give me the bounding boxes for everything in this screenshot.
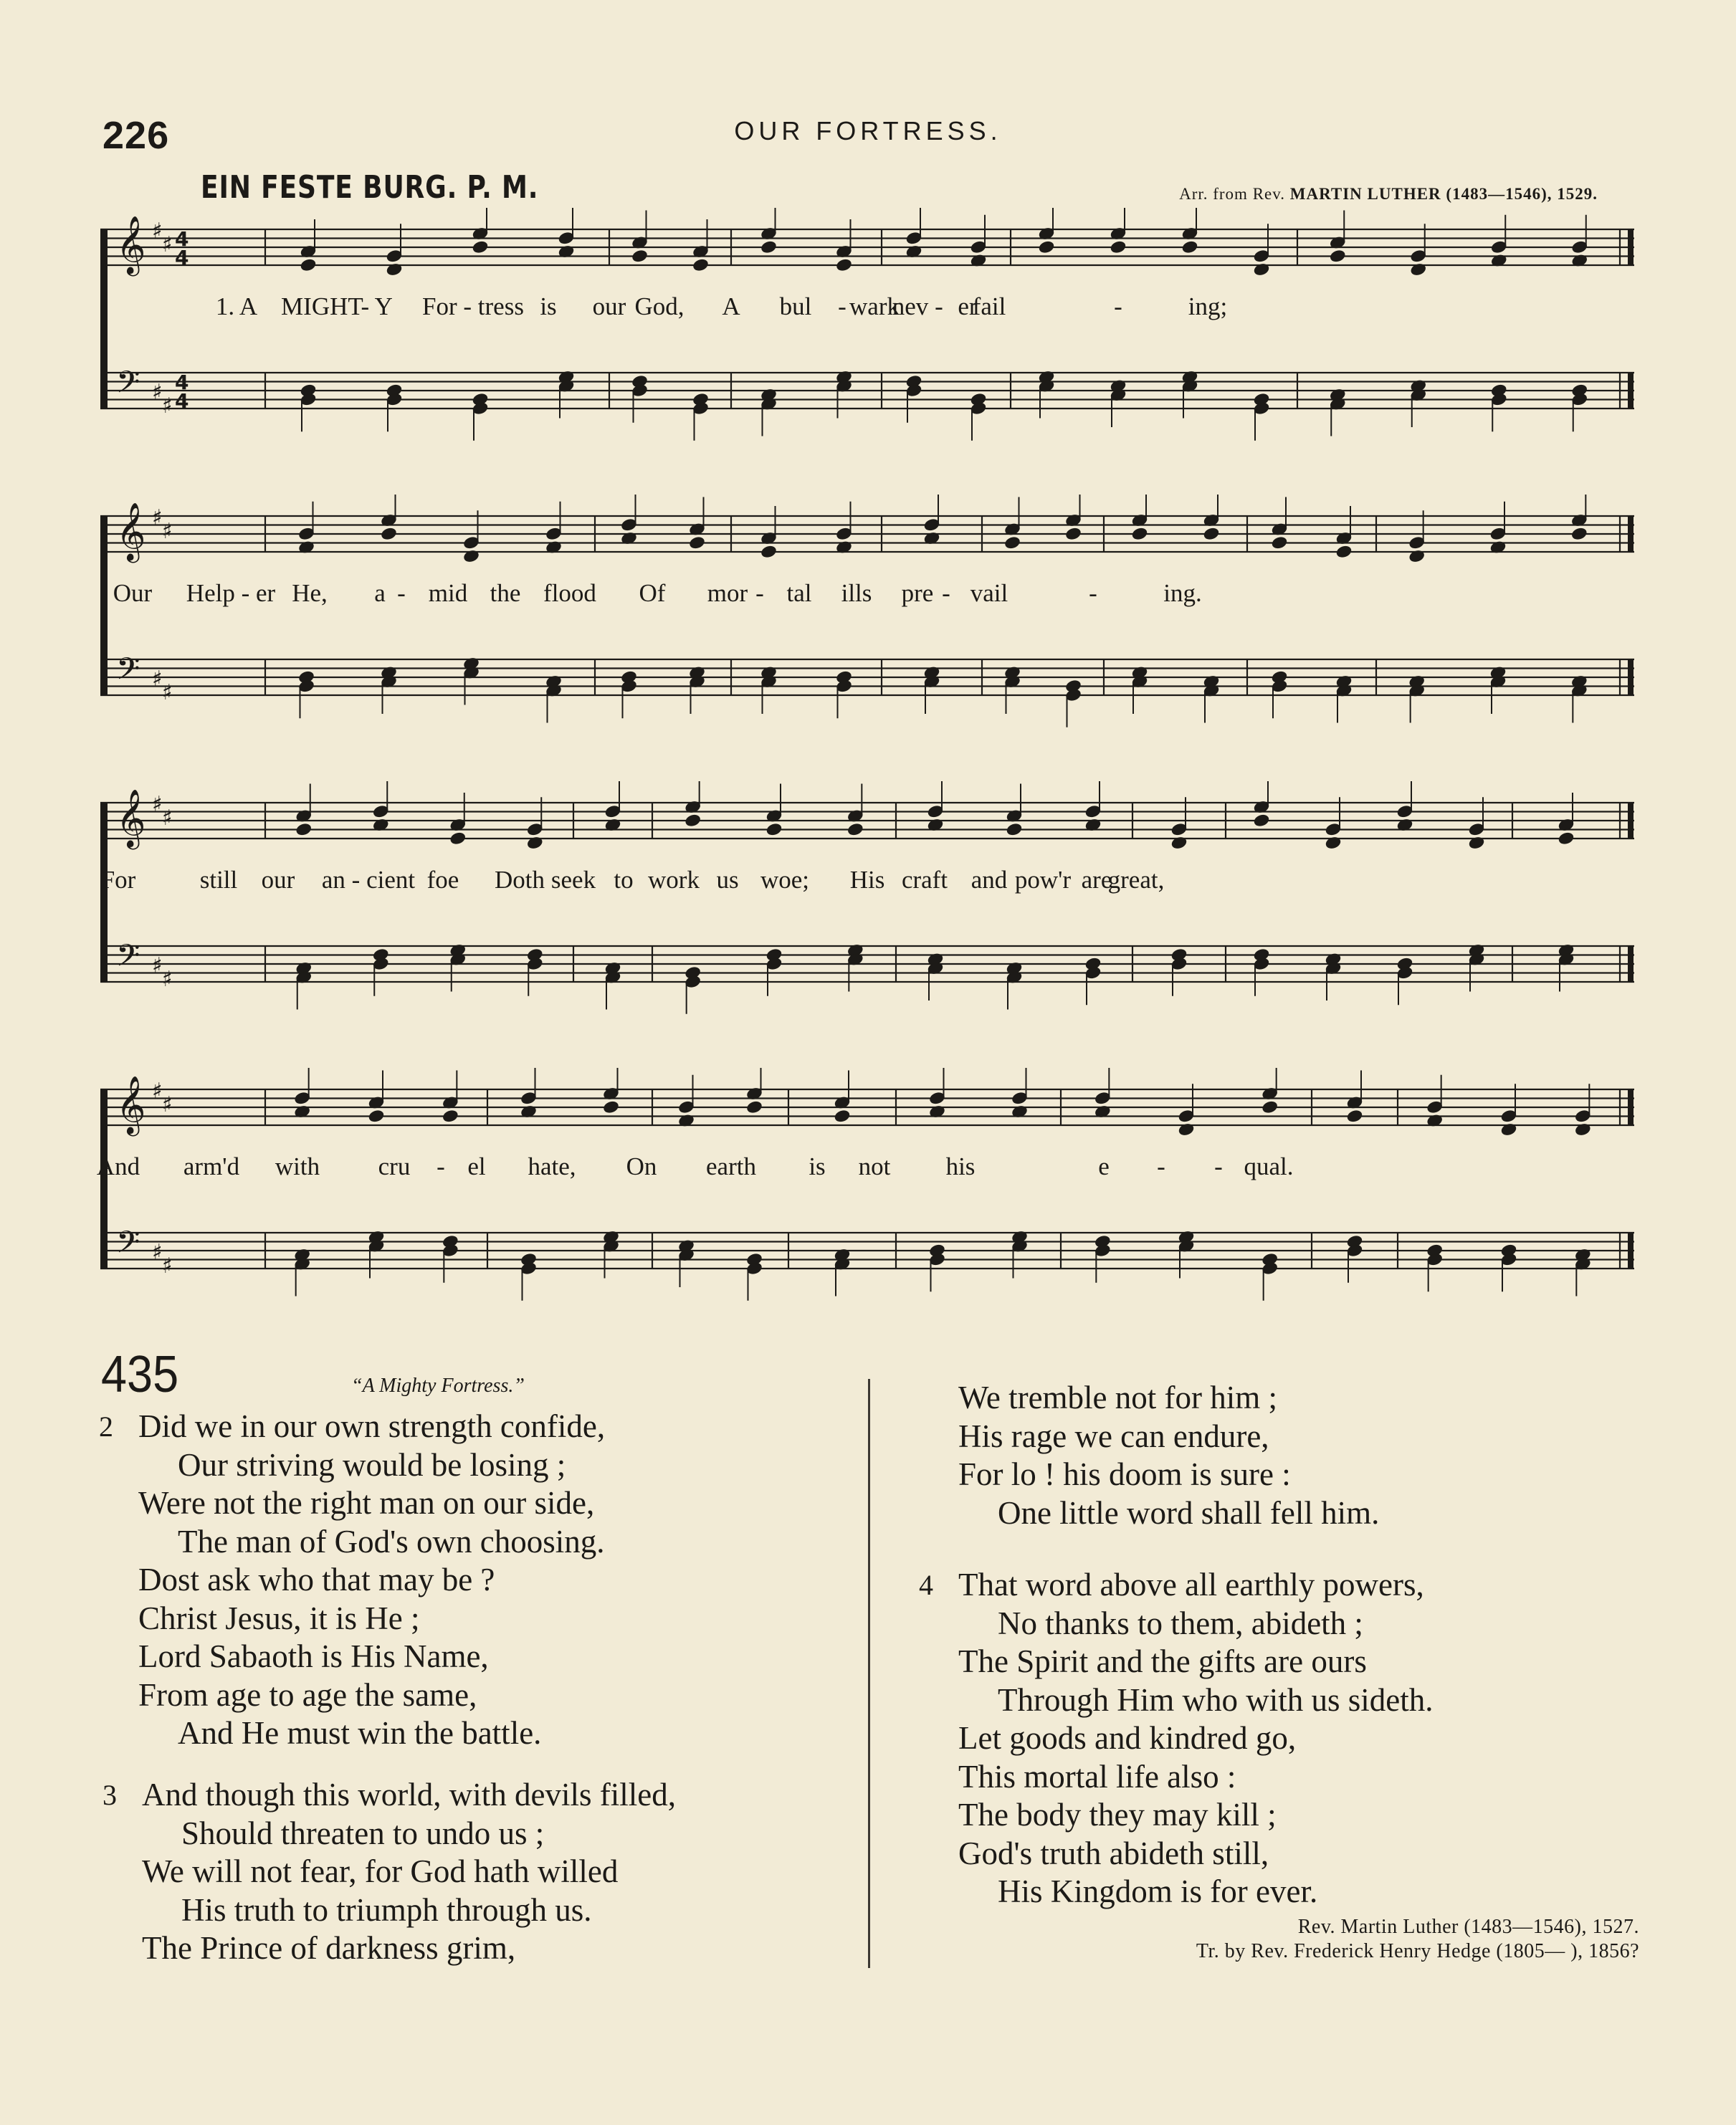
verse-line: The Prince of darkness grim, [142, 1930, 516, 1966]
lyric-syllable: vail [970, 579, 1008, 607]
lyric-line [96, 1152, 1641, 1188]
lyric-syllable: flood [543, 579, 596, 607]
verse-line: We tremble not for him ; [958, 1380, 1278, 1415]
lyric-syllable: - [1214, 1152, 1223, 1180]
lyric-syllable: are [1081, 866, 1112, 894]
verse-line: And He must win the battle. [178, 1715, 542, 1751]
svg-text:𝄞: 𝄞 [116, 1075, 146, 1134]
composer-name: MARTIN LUTHER (1483—1546), 1529. [1289, 185, 1598, 203]
lyric-syllable: On [626, 1152, 657, 1180]
verse-line: No thanks to them, abideth ; [998, 1605, 1363, 1641]
verse-number: 4 [919, 1569, 933, 1601]
svg-text:𝄢: 𝄢 [116, 938, 140, 981]
lyric-syllable: our [592, 292, 626, 320]
lyric-syllable: For - tress [422, 292, 524, 320]
verse-4 [919, 1566, 1434, 1911]
lyric-syllable: qual. [1244, 1152, 1294, 1180]
lyric-syllable: fail [972, 292, 1006, 320]
svg-text:♯: ♯ [152, 953, 163, 978]
lyric-syllable: us [716, 866, 739, 894]
svg-text:𝄢: 𝄢 [116, 365, 140, 408]
verse-line: One little word shall fell him. [998, 1494, 1380, 1531]
verse-line: The Spirit and the gifts are ours [958, 1643, 1367, 1679]
lyric-syllable: his [945, 1152, 976, 1180]
svg-text:♯: ♯ [152, 1240, 163, 1265]
lyric-syllable: - [1157, 1152, 1165, 1180]
lyric-syllable: Our [113, 579, 153, 607]
lyric-syllable: a [374, 579, 386, 607]
lyric-syllable: pre [901, 579, 934, 607]
verse-line: For lo ! his doom is sure : [958, 1456, 1291, 1492]
svg-text:♯: ♯ [162, 1253, 173, 1279]
lyric-syllable: 1. A [215, 292, 258, 320]
staff-notation [100, 208, 1641, 452]
lyric-syllable: earth [706, 1152, 756, 1180]
lyric-syllable: MIGHT- Y [281, 292, 393, 320]
verse-2 [99, 1408, 606, 1753]
lyric-syllable: arm'd [183, 1152, 240, 1180]
music-system-2 [100, 495, 1641, 738]
lyric-syllable: His [849, 866, 885, 894]
lyric-syllable: the [490, 579, 521, 607]
lyric-syllable: is [809, 1152, 826, 1180]
lyric-syllable: pow'r [1014, 866, 1072, 894]
lyric-syllable: ing; [1188, 292, 1228, 320]
lyric-syllable: mor [707, 579, 748, 607]
svg-text:♯: ♯ [152, 505, 163, 530]
lyric-syllable: ills [841, 579, 872, 607]
lyric-syllable: wark [849, 292, 900, 320]
verse-line: Should threaten to undo us ; [181, 1815, 545, 1851]
verse-line: Dost ask who that may be ? [138, 1562, 495, 1598]
svg-text:♯: ♯ [162, 680, 173, 705]
lyric-syllable: Doth [495, 866, 545, 894]
verse-line: The body they may kill ; [958, 1797, 1277, 1833]
verse-line: We will not fear, for God hath willed [142, 1853, 619, 1889]
running-head: OUR FORTRESS. [734, 116, 1002, 145]
svg-text:♯: ♯ [162, 519, 173, 544]
svg-text:♯: ♯ [152, 380, 163, 405]
composer-prefix: Arr. from Rev. [1179, 185, 1290, 203]
svg-text:4: 4 [175, 246, 189, 269]
verse-line: That word above all earthly powers, [958, 1567, 1424, 1603]
lyric-syllable: cru [378, 1152, 411, 1180]
verse-line: Let goods and kindred go, [958, 1720, 1297, 1756]
lyric-syllable: and [970, 866, 1008, 894]
hymn-number: 435 [101, 1346, 179, 1403]
lyric-syllable: - [935, 292, 943, 320]
lyric-syllable: to [614, 866, 634, 894]
verse-line: Our striving would be losing ; [178, 1446, 566, 1483]
lyric-syllable: Help - er [186, 579, 276, 607]
lyric-syllable: not [858, 1152, 891, 1180]
verse-number: 3 [102, 1779, 117, 1811]
lyric-line [100, 292, 1641, 328]
staff-notation [100, 781, 1641, 1025]
lyric-line [100, 579, 1641, 615]
lyric-syllable: mid [428, 579, 468, 607]
svg-text:♯: ♯ [152, 1079, 163, 1104]
lyric-syllable: an - cient [321, 866, 416, 894]
svg-text:𝄢: 𝄢 [116, 1225, 140, 1268]
svg-text:♯: ♯ [162, 393, 173, 419]
svg-text:𝄞: 𝄞 [116, 502, 146, 560]
verse-line: Christ Jesus, it is He ; [138, 1600, 420, 1636]
lyric-syllable: woe; [760, 866, 810, 894]
translation-credit: Rev. Martin Luther (1483—1546), 1527. [1297, 1916, 1639, 1938]
translation-credit: Tr. by Rev. Frederick Henry Hedge (1805— ), 1856? [1196, 1940, 1639, 1962]
verse-line: The man of God's own choosing. [178, 1523, 605, 1560]
lyric-syllable: our [261, 866, 295, 894]
lyric-syllable: great, [1107, 866, 1165, 894]
verse-line: His rage we can endure, [958, 1418, 1269, 1454]
lyric-syllable: foe [426, 866, 459, 894]
lyric-syllable: still [199, 866, 238, 894]
lyric-syllable: seek [550, 866, 596, 894]
verse-line: From age to age the same, [138, 1676, 477, 1713]
svg-text:♯: ♯ [162, 967, 173, 992]
verse-line: Did we in our own strength confide, [138, 1408, 606, 1444]
verse-line: Lord Sabaoth is His Name, [138, 1638, 489, 1674]
svg-text:𝄢: 𝄢 [116, 651, 140, 694]
music-system-3 [100, 781, 1641, 1025]
lyric-syllable: e [1098, 1152, 1110, 1180]
lyric-syllable: Of [639, 579, 666, 607]
svg-text:♯: ♯ [162, 232, 173, 257]
lyric-syllable: bul [779, 292, 812, 320]
verse-number: 2 [99, 1410, 113, 1443]
music-system-4 [96, 1068, 1641, 1312]
lyric-syllable: with [275, 1152, 320, 1180]
lyric-syllable: And [96, 1152, 140, 1180]
svg-text:♯: ♯ [162, 806, 173, 831]
music-system-1 [100, 208, 1641, 452]
lyric-syllable: hate, [528, 1152, 576, 1180]
lyric-syllable: - [1089, 579, 1097, 607]
lyric-syllable: He, [292, 579, 328, 607]
lyric-syllable: craft [901, 866, 948, 894]
svg-text:4: 4 [175, 227, 189, 251]
lyric-syllable: el [467, 1152, 486, 1180]
lyric-syllable: God, [634, 292, 685, 320]
svg-text:4: 4 [175, 371, 189, 394]
staff-notation [100, 495, 1641, 738]
composer-credit [1179, 185, 1598, 204]
lyric-syllable: - [838, 292, 846, 320]
verse-line: God's truth abideth still, [958, 1835, 1269, 1871]
verse-line: Were not the right man on our side, [138, 1485, 595, 1521]
lyric-syllable: tal [786, 579, 812, 607]
svg-text:♯: ♯ [152, 792, 163, 817]
staff-notation [100, 1068, 1641, 1312]
lyric-line [100, 866, 1641, 902]
verse-3 [102, 1776, 676, 1968]
lyric-syllable: er [958, 292, 978, 320]
verse-line: His Kingdom is for ever. [998, 1873, 1318, 1909]
verse-3-continued [958, 1379, 1379, 1532]
svg-text:♯: ♯ [162, 1092, 173, 1117]
lyric-syllable: For [100, 866, 136, 894]
lyric-syllable: - [942, 579, 950, 607]
svg-text:4: 4 [175, 389, 189, 413]
lyric-syllable: - [397, 579, 406, 607]
svg-text:𝄞: 𝄞 [116, 215, 146, 274]
tune-name: EIN FESTE BURG. P. M. [201, 169, 539, 206]
verse-line: Through Him who with us sideth. [998, 1681, 1434, 1718]
page-divider [868, 1379, 870, 1968]
verse-line: His truth to triumph through us. [181, 1891, 592, 1928]
lyric-syllable: - [1114, 292, 1122, 320]
page-number: 226 [102, 114, 170, 157]
lyric-syllable: - [437, 1152, 445, 1180]
svg-text:♯: ♯ [152, 667, 163, 692]
lyric-syllable: nev [892, 292, 929, 320]
lyric-syllable: ing. [1163, 579, 1202, 607]
svg-text:𝄞: 𝄞 [116, 788, 146, 847]
verse-line: This mortal life also : [958, 1758, 1236, 1795]
lyric-syllable: - [755, 579, 764, 607]
lyric-syllable: is [540, 292, 557, 320]
hymn-title: “A Mighty Fortress.” [351, 1375, 525, 1397]
lyric-syllable: A [722, 292, 740, 320]
svg-text:♯: ♯ [152, 219, 163, 244]
verse-line: And though this world, with devils filled, [142, 1777, 676, 1813]
lyric-syllable: work [648, 866, 700, 894]
